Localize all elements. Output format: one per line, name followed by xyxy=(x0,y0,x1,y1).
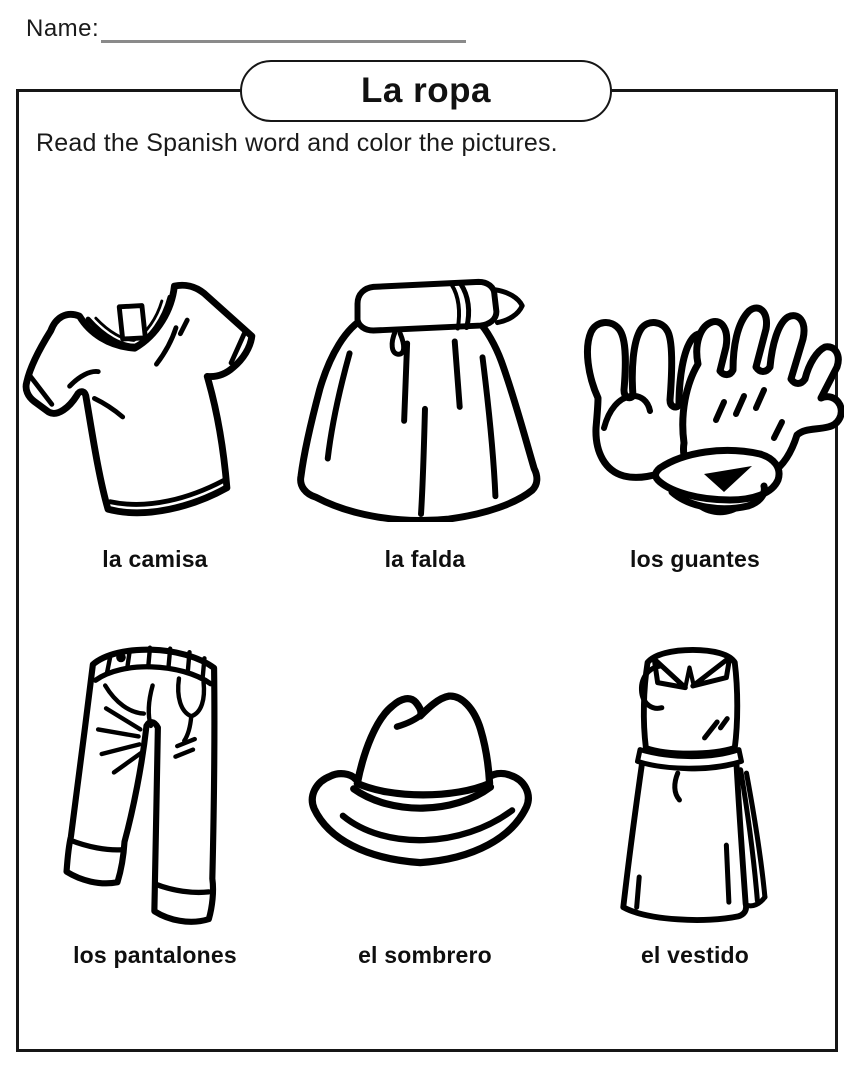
caption-guantes: los guantes xyxy=(629,546,760,572)
instruction-text: Read the Spanish word and color the pictures. xyxy=(36,129,558,157)
name-header xyxy=(26,14,466,43)
shirt-icon xyxy=(16,246,282,538)
gloves-icon xyxy=(564,280,844,522)
name-blank-line xyxy=(101,14,466,43)
caption-camisa: la camisa xyxy=(102,546,208,572)
page-title: La ropa xyxy=(361,71,491,110)
dress-icon xyxy=(604,618,780,950)
caption-falda: la falda xyxy=(384,546,466,572)
skirt-icon xyxy=(288,270,556,522)
caption-sombrero: el sombrero xyxy=(358,942,492,968)
caption-pantalones: los pantalones xyxy=(73,942,237,968)
name-label: Name: xyxy=(26,15,100,42)
worksheet-title-pill xyxy=(240,60,612,122)
hat-icon xyxy=(290,670,556,868)
caption-vestido: el vestido xyxy=(640,942,750,968)
pants-icon xyxy=(56,618,258,948)
